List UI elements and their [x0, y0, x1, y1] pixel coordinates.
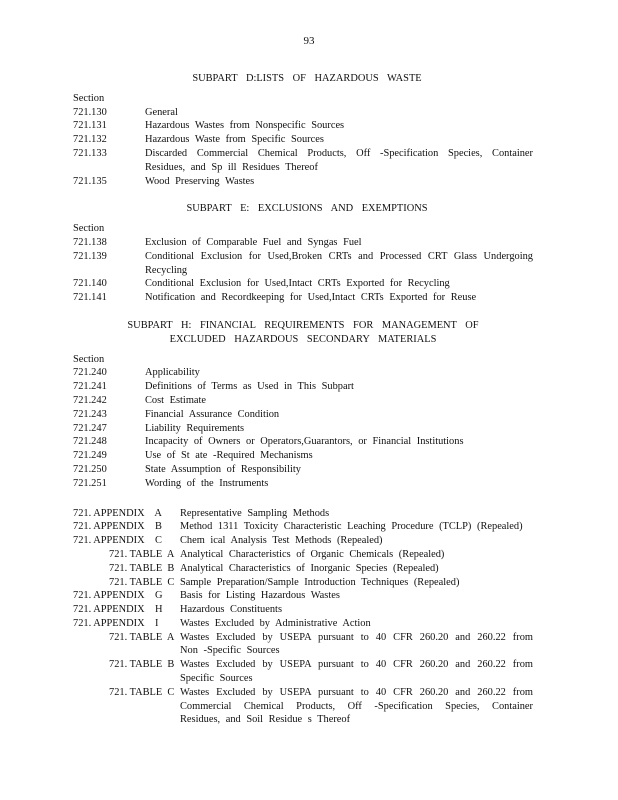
- list-item: [73, 380, 533, 394]
- list-item: [73, 449, 533, 463]
- table-of-contents: [73, 72, 533, 727]
- section-number: 721.141: [73, 292, 107, 304]
- page-number: 93: [303, 35, 315, 47]
- table-title: Analytical Characteristics of Inorganic Species (Repealed): [180, 562, 439, 574]
- section-title: Applicability: [145, 367, 200, 379]
- appendix-item: [73, 589, 533, 603]
- appendix-item: [73, 603, 533, 617]
- table-title: Wastes Excluded by USEPA pursuant to 40 CFR 260.20 and 260.22 from Commercial Chemical Products, Off -Specification Species, Container Residues, and Soil Residue s Thereof: [180, 686, 533, 726]
- appendix-key: 721. APPENDIX C: [73, 535, 162, 547]
- list-item: [73, 435, 533, 449]
- subpart-heading: SUBPART E: EXCLUSIONS AND EXEMPTIONS: [186, 203, 428, 215]
- section-title: Notification and Recordkeeping for Used,Intact CRTs Exported for Reuse: [145, 292, 477, 304]
- list-item: [73, 366, 533, 380]
- appendix-key: 721. APPENDIX B: [73, 521, 162, 533]
- list-item: [73, 147, 533, 175]
- list-item: [73, 236, 533, 250]
- section-number: 721.250: [73, 463, 107, 475]
- section-number: 721.240: [73, 367, 107, 379]
- subpart-heading: SUBPART D:LISTS OF HAZARDOUS WASTE: [192, 73, 422, 84]
- list-item: [73, 394, 533, 408]
- appendix-list: [73, 507, 533, 728]
- table-item: [73, 631, 533, 659]
- table-title: Sample Preparation/Sample Introduction Techniques (Repealed): [180, 576, 460, 588]
- table-item: [73, 562, 533, 576]
- appendix-key: 721. APPENDIX H: [73, 604, 163, 616]
- appendix-title: Basis for Listing Hazardous Wastes: [180, 590, 340, 602]
- section-number: 721.247: [73, 422, 107, 434]
- list-item: [73, 408, 533, 422]
- appendix-item: [73, 507, 533, 521]
- appendix-title: Representative Sampling Methods: [180, 507, 330, 519]
- subpart-e: [73, 202, 533, 305]
- section-label: Section: [73, 223, 105, 235]
- section-number: 721.249: [73, 450, 107, 462]
- section-label: Section: [73, 92, 105, 104]
- list-item: [73, 250, 533, 278]
- list-item: [73, 133, 533, 147]
- appendix-item: [73, 520, 533, 534]
- section-number: 721.243: [73, 408, 107, 420]
- appendix-key: 721. APPENDIX I: [73, 617, 159, 629]
- table-item: [73, 658, 533, 686]
- section-list: [73, 366, 533, 490]
- table-key: 721. TABLE C: [109, 686, 175, 698]
- section-number: 721.132: [73, 134, 107, 146]
- list-item: [73, 175, 533, 189]
- table-title: Wastes Excluded by USEPA pursuant to 40 CFR 260.20 and 260.22 from Non -Specific Sources: [180, 631, 533, 657]
- list-item: [73, 291, 533, 305]
- section-number: 721.242: [73, 394, 107, 406]
- section-title: Wood Preserving Wastes: [145, 175, 255, 187]
- table-item: [73, 686, 533, 727]
- section-number: 721.139: [73, 250, 107, 262]
- section-title: Conditional Exclusion for Used,Intact CRTs Exported for Recycling: [145, 278, 450, 290]
- list-item: [73, 422, 533, 436]
- section-title: General: [145, 106, 178, 118]
- section-title: Financial Assurance Condition: [145, 408, 280, 420]
- table-key: 721. TABLE C: [109, 576, 175, 588]
- section-title: Cost Estimate: [145, 394, 207, 406]
- section-number: 721.140: [73, 278, 107, 290]
- list-item: [73, 106, 533, 120]
- section-number: 721.241: [73, 381, 107, 393]
- subpart-h: [73, 319, 533, 491]
- table-key: 721. TABLE A: [109, 631, 175, 643]
- section-list: [73, 236, 533, 305]
- appendix-item: [73, 617, 533, 631]
- table-item: [73, 576, 533, 590]
- subpart-heading: SUBPART H: FINANCIAL REQUIREMENTS FOR MANAGEMENT OF EXCLUDED HAZARDOUS SECONDARY MATERIALS: [127, 319, 479, 345]
- section-title: State Assumption of Responsibility: [145, 463, 301, 475]
- section-number: 721.133: [73, 147, 107, 159]
- appendix-title: Method 1311 Toxicity Characteristic Leaching Procedure (TCLP) (Repealed): [180, 521, 523, 533]
- section-title: Liability Requirements: [145, 422, 245, 434]
- appendix-title: Chem ical Analysis Test Methods (Repealed): [180, 535, 383, 547]
- appendix-key: 721. APPENDIX A: [73, 507, 162, 519]
- list-item: [73, 119, 533, 133]
- list-item: [73, 277, 533, 291]
- table-key: 721. TABLE B: [109, 562, 175, 574]
- section-title: Definitions of Terms as Used in This Subpart: [145, 381, 354, 393]
- section-title: Discarded Commercial Chemical Products, Off -Specification Species, Container Residues, and Sp ill Residues Thereof: [145, 147, 533, 173]
- appendix-title: Hazardous Constituents: [180, 604, 282, 616]
- section-title: Exclusion of Comparable Fuel and Syngas Fuel: [145, 236, 362, 248]
- section-title: Use of St ate -Required Mechanisms: [145, 450, 313, 462]
- table-key: 721. TABLE B: [109, 659, 175, 671]
- section-number: 721.138: [73, 236, 107, 248]
- appendix-key: 721. APPENDIX G: [73, 590, 163, 602]
- section-title: Wording of the Instruments: [145, 477, 269, 489]
- section-title: Incapacity of Owners or Operators,Guarantors, or Financial Institutions: [145, 436, 464, 448]
- section-number: 721.131: [73, 120, 107, 132]
- section-title: Hazardous Wastes from Nonspecific Sources: [145, 120, 345, 132]
- table-title: Analytical Characteristics of Organic Chemicals (Repealed): [180, 548, 445, 560]
- list-item: [73, 477, 533, 491]
- section-number: 721.251: [73, 477, 107, 489]
- list-item: [73, 463, 533, 477]
- table-item: [73, 548, 533, 562]
- section-number: 721.135: [73, 175, 107, 187]
- table-title: Wastes Excluded by USEPA pursuant to 40 CFR 260.20 and 260.22 from Specific Sources: [180, 659, 533, 685]
- section-title: Hazardous Waste from Specific Sources: [145, 134, 324, 146]
- section-title: Conditional Exclusion for Used,Broken CRTs and Processed CRT Glass Undergoing Recycling: [145, 250, 533, 276]
- section-label: Section: [73, 353, 105, 365]
- subpart-d: [73, 72, 533, 188]
- appendix-item: [73, 534, 533, 548]
- section-list: [73, 106, 533, 189]
- section-number: 721.130: [73, 106, 107, 118]
- section-number: 721.248: [73, 436, 107, 448]
- table-key: 721. TABLE A: [109, 548, 175, 560]
- appendix-title: Wastes Excluded by Administrative Action: [180, 617, 371, 629]
